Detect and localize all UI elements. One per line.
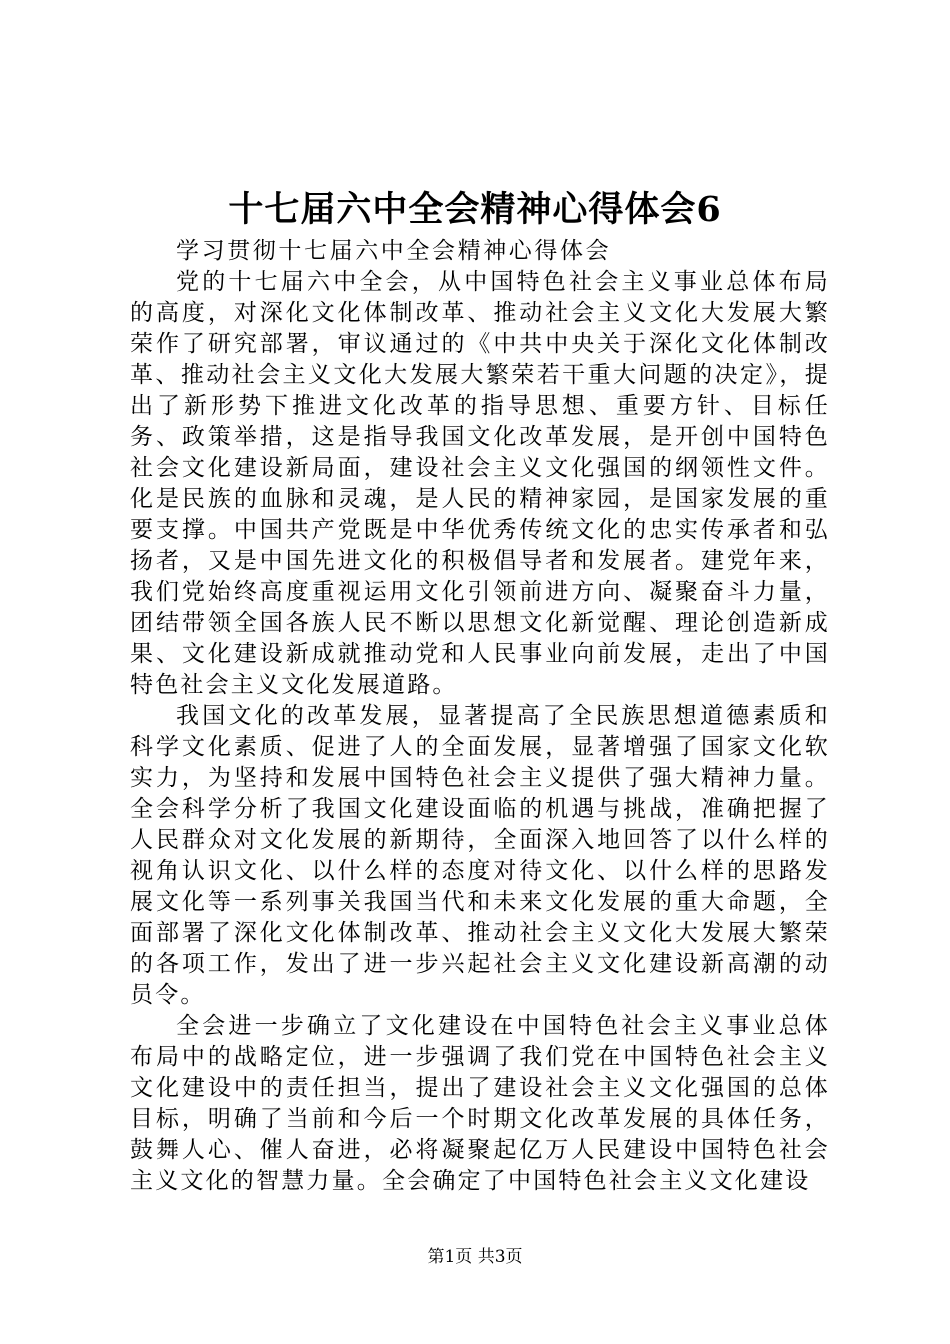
- body-paragraph-2: 我国文化的改革发展，显著提高了全民族思想道德素质和科学文化素质、促进了人的全面发展，显著增强了国家文化软实力，为坚持和发展中国特色社会主义提供了强大精神力量。全会科学分析了我国文化建设面临的机遇与挑战，准确把握了人民群众对文化发展的新期待，全面深入地回答了以什么样的视角认识文化、以什么样的态度对待文化、以什么样的思路发展文化等一系列事关我国当代和未来文化发展的重大命题，全面部署了深化文化体制改革、推动社会主义文化大发展大繁荣的各项工作，发出了进一步兴起社会主义文化建设新高潮的动员令。: [130, 703, 830, 1008]
- document-title: 十七届六中全会精神心得体会6: [228, 189, 722, 230]
- body-paragraph-1: 党的十七届六中全会，从中国特色社会主义事业总体布局的高度，对深化文化体制改革、推动社会主义文化大发展大繁荣作了研究部署，审议通过的《中共中央关于深化文化体制改革、推动社会主义文化大发展大繁荣若干重大问题的决定》，提出了新形势下推进文化改革的指导思想、重要方针、目标任务、政策举措，这是指导我国文化改革发展，是开创中国特色社会文化建设新局面，建设社会主义文化强国的纲领性文件。化是民族的血脉和灵魂，是人民的精神家园，是国家发展的重要支撑。中国共产党既是中华优秀传统文化的忠实传承者和弘扬者，又是中国先进文化的积极倡导者和发展者。建党年来，我们党始终高度重视运用文化引领前进方向、凝聚奋斗力量，团结带领全国各族人民不断以思想文化新觉醒、理论创造新成果、文化建设新成就推动党和人民事业向前发展，走出了中国特色社会主义文化发展道路。: [130, 269, 830, 698]
- document-subtitle: 学习贯彻十七届六中全会精神心得体会: [176, 238, 612, 264]
- document-body: [130, 236, 830, 1197]
- page-number-footer: 第1页 共3页: [427, 1247, 523, 1267]
- body-paragraph-3: 全会进一步确立了文化建设在中国特色社会主义事业总体布局中的战略定位，进一步强调了我们党在中国特色社会主义文化建设中的责任担当，提出了建设社会主义文化强国的总体目标，明确了当前和今后一个时期文化改革发展的具体任务，鼓舞人心、催人奋进，必将凝聚起亿万人民建设中国特色社会主义文化的智慧力量。全会确定了中国特色社会主义文化建设: [130, 1013, 830, 1194]
